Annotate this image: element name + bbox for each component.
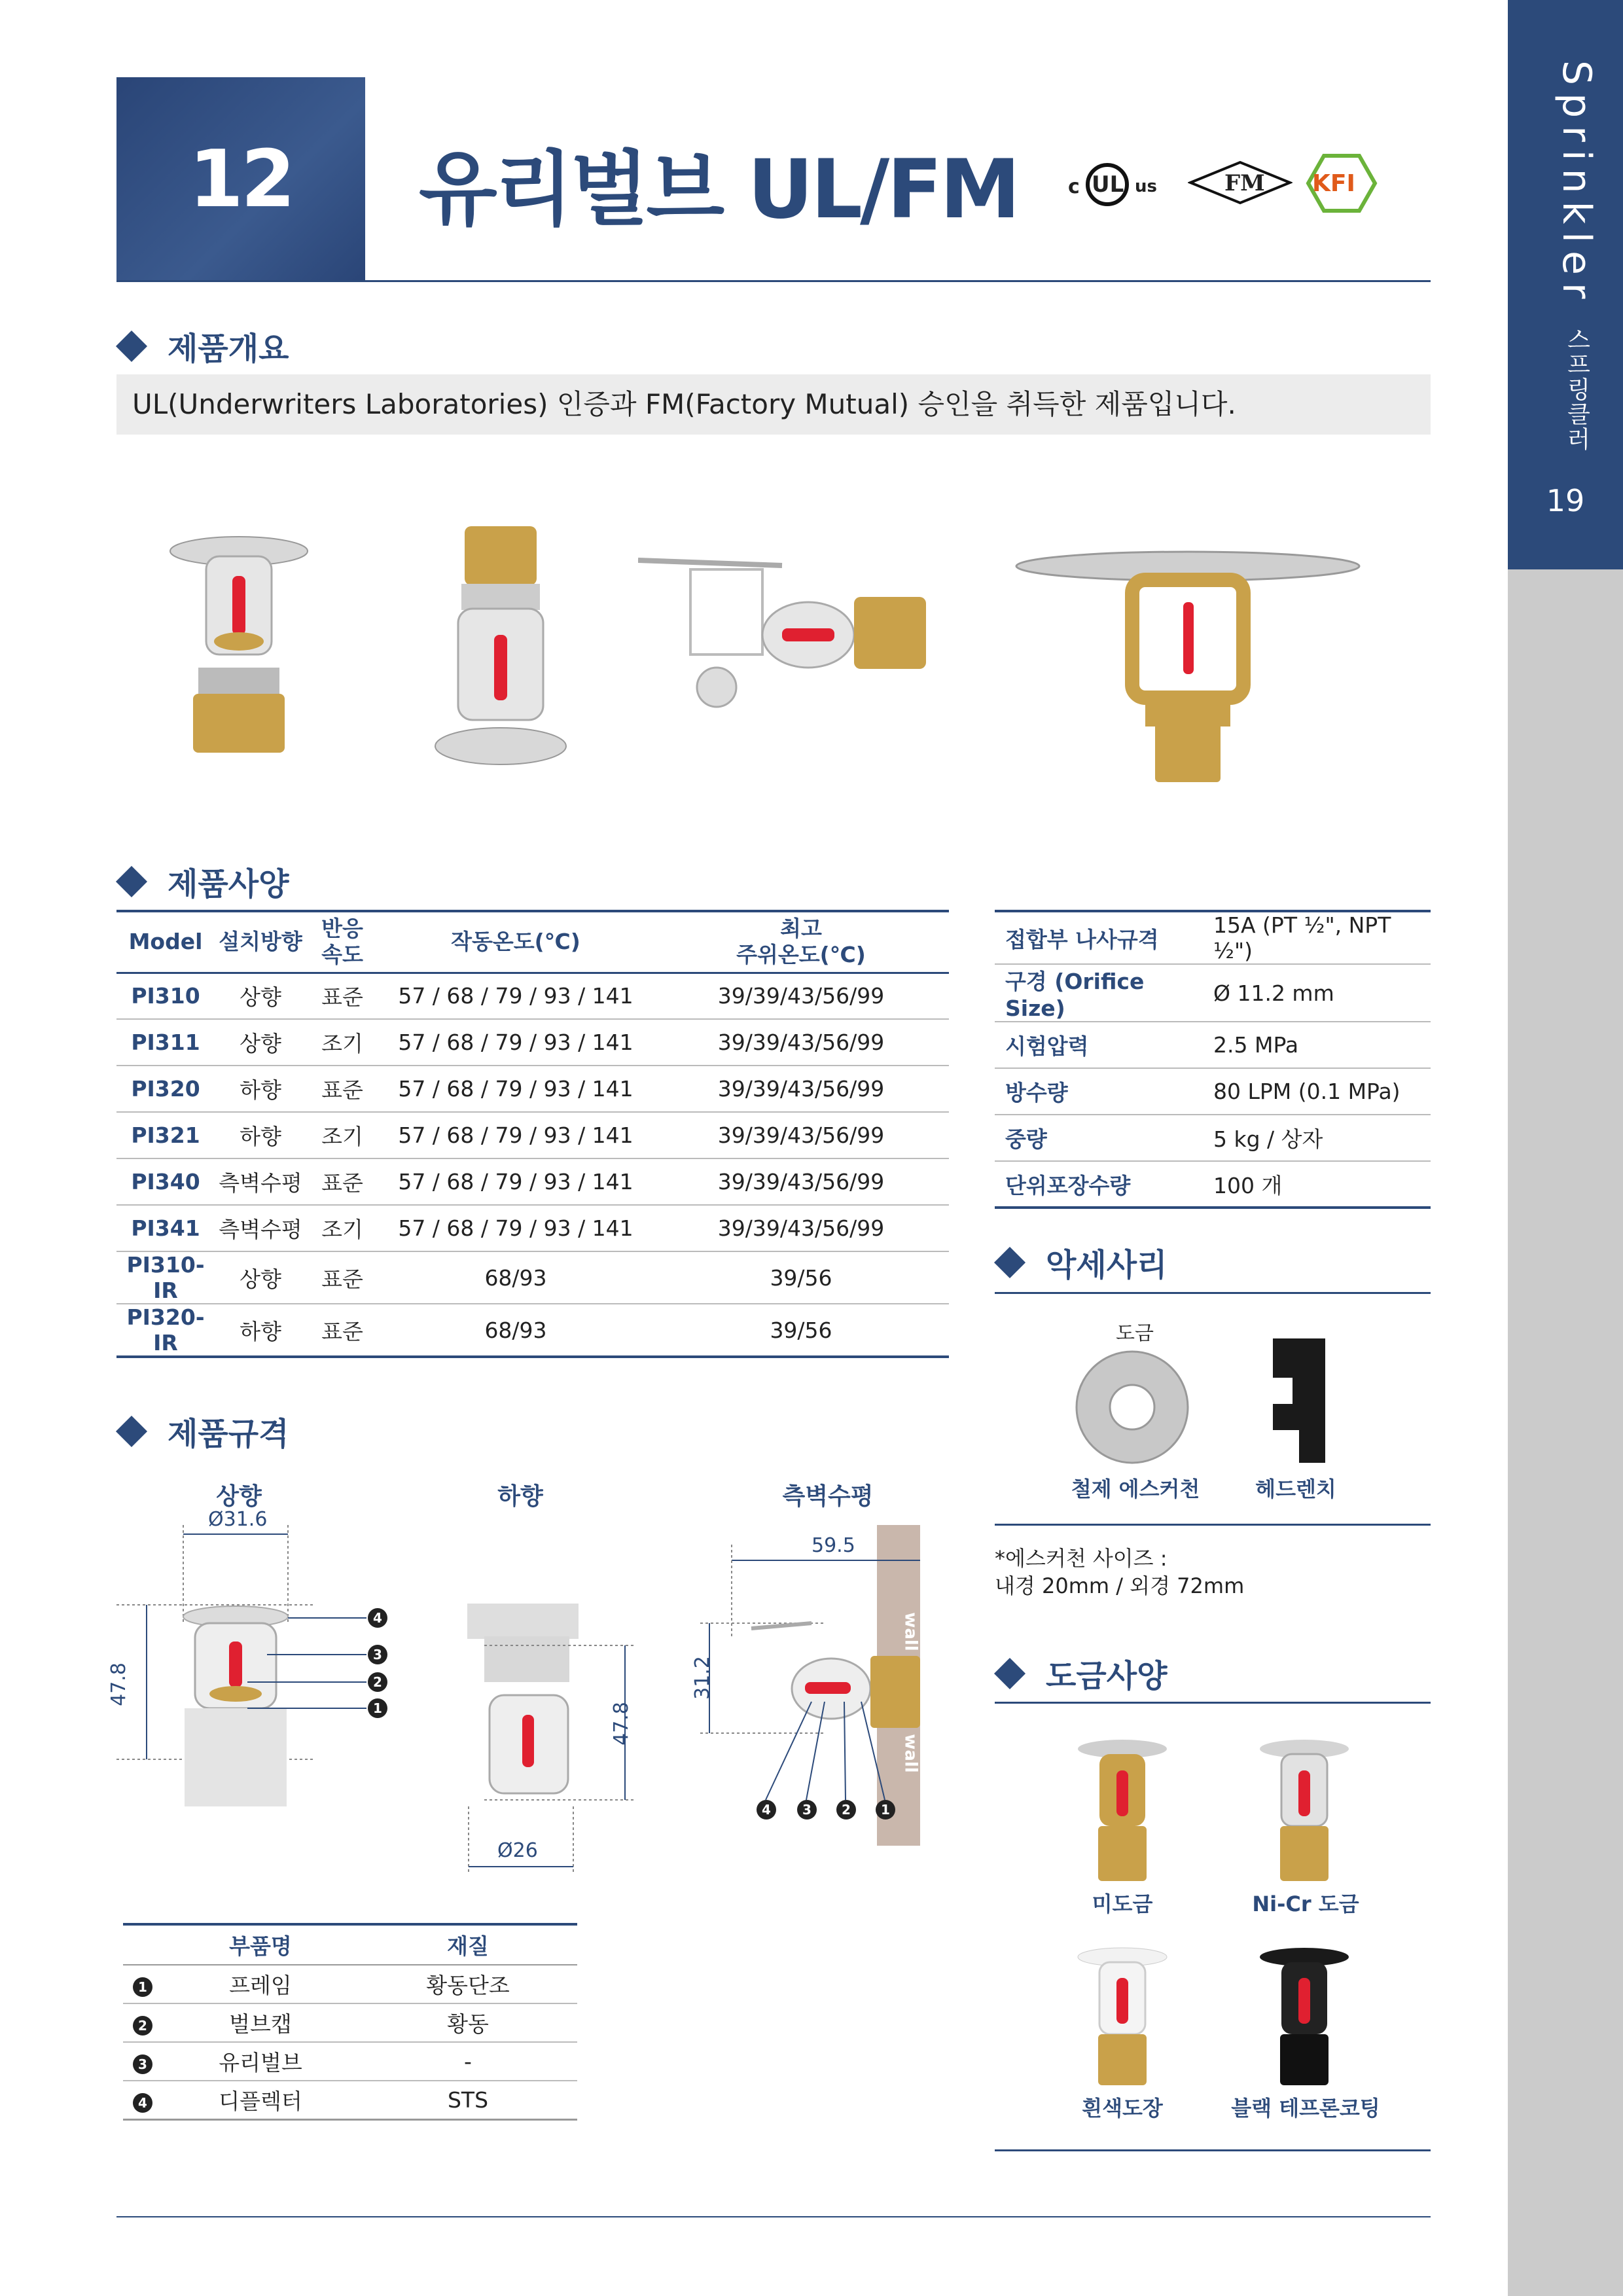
spec-cell: PI321: [116, 1112, 215, 1158]
spec-cell: PI311: [116, 1019, 215, 1066]
section-number-block: [116, 77, 365, 281]
spec-cell: 39/39/43/56/99: [653, 1066, 949, 1112]
callout-2: 2: [368, 1672, 387, 1692]
part-material: 황동: [359, 2003, 577, 2042]
spec-cell: 39/39/43/56/99: [653, 973, 949, 1019]
part-number-cell: [123, 2042, 162, 2081]
spec-cell: 39/56: [653, 1251, 949, 1304]
pendent-dimension-drawing: [458, 1597, 668, 1878]
head-wrench-image: [1260, 1332, 1338, 1469]
spec-cell: 표준: [306, 1158, 378, 1205]
product-photo-pendent: [429, 524, 573, 772]
spec-cell: 측벽수평: [215, 1158, 306, 1205]
part-name: 벌브캡: [162, 2003, 359, 2042]
property-key: 방수량: [995, 1068, 1203, 1115]
part-name: 디플렉터: [162, 2081, 359, 2119]
footer-rule: [116, 2216, 1431, 2217]
spec-cell: 상향: [215, 1251, 306, 1304]
part-number-badge: 1: [133, 1977, 152, 1997]
part-number-cell: [123, 2081, 162, 2119]
callout-4: 4: [368, 1608, 387, 1628]
plating-heading: 도금사양: [995, 1651, 1167, 1696]
property-key: 시험압력: [995, 1022, 1203, 1068]
col-material: 재질: [359, 1924, 577, 1965]
side-tab-label: Sprinkler 스프링클러: [1554, 60, 1599, 452]
plating-rule: [995, 1702, 1431, 1704]
accessories-bottom-rule: [995, 1524, 1431, 1526]
property-value: 5 kg / 상자: [1203, 1115, 1431, 1161]
upright-height: 47.8: [107, 1662, 130, 1706]
spec-cell: 표준: [306, 1066, 378, 1112]
spec-cell: PI310: [116, 973, 215, 1019]
head-wrench-label: 헤드렌치: [1255, 1477, 1336, 1501]
wall-label-lower: wall: [901, 1734, 921, 1773]
spec-cell: 조기: [306, 1019, 378, 1066]
spec-row: [116, 1112, 949, 1158]
spec-cell: 상향: [215, 1019, 306, 1066]
property-table: [995, 910, 1431, 1209]
spec-cell: PI310-IR: [116, 1251, 215, 1304]
col-response: 반응 속도: [306, 911, 378, 973]
property-value: 100 개: [1203, 1161, 1431, 1208]
spec-cell: 57 / 68 / 79 / 93 / 141: [378, 1066, 653, 1112]
diamond-bullet-icon: [116, 1415, 147, 1446]
property-row: [995, 1161, 1431, 1208]
spec-cell: 조기: [306, 1112, 378, 1158]
col-model: Model: [116, 911, 215, 973]
page-title: 유리벌브 UL/FM: [419, 143, 1018, 237]
accessories-heading: 악세사리: [995, 1240, 1167, 1285]
spec-row: [116, 1019, 949, 1066]
product-photo-flush: [1014, 537, 1361, 785]
spec-cell: 39/39/43/56/99: [653, 1112, 949, 1158]
callout-3: 3: [368, 1645, 387, 1664]
spec-row: [116, 1251, 949, 1304]
parts-table: [123, 1923, 577, 2121]
plating-label-white: 흰색도장: [1082, 2096, 1163, 2121]
property-value: 2.5 MPa: [1203, 1022, 1431, 1068]
sidewall-callout-4: 4: [757, 1800, 776, 1820]
parts-row: [123, 2003, 577, 2042]
property-row: [995, 1022, 1431, 1068]
dimensions-heading: 제품규격: [116, 1408, 289, 1454]
spec-cell: 측벽수평: [215, 1205, 306, 1251]
part-name: 유리벌브: [162, 2042, 359, 2081]
pendent-diameter: Ø26: [497, 1839, 538, 1862]
fm-logo: FM: [1188, 160, 1293, 206]
spec-cell: 39/39/43/56/99: [653, 1205, 949, 1251]
accessories-rule: [995, 1292, 1431, 1294]
col-num: [123, 1924, 162, 1965]
part-name: 프레임: [162, 1965, 359, 2003]
property-value: 15A (PT ½", NPT ½"): [1203, 911, 1431, 964]
part-number-cell: [123, 1965, 162, 2003]
plating-label-brass: 미도금: [1092, 1892, 1153, 1916]
escutcheon-note-1: *에스커천 사이즈 :: [995, 1546, 1168, 1571]
spec-cell: PI320-IR: [116, 1304, 215, 1357]
spec-row: [116, 1158, 949, 1205]
header-rule: [116, 280, 1431, 282]
upright-dimension-drawing: [107, 1508, 404, 1806]
sidewall-height: 31.2: [690, 1656, 714, 1700]
dim-label-sidewall: 측벽수평: [782, 1483, 874, 1510]
property-key: 접합부 나사규격: [995, 911, 1203, 964]
spec-cell: 표준: [306, 973, 378, 1019]
property-row: [995, 911, 1431, 964]
spec-cell: 표준: [306, 1304, 378, 1357]
parts-row: [123, 1965, 577, 2003]
sidewall-callout-1: 1: [876, 1800, 895, 1820]
spec-row: [116, 973, 949, 1019]
part-number-badge: 4: [133, 2093, 152, 2113]
part-number-badge: 2: [133, 2016, 152, 2036]
spec-cell: PI341: [116, 1205, 215, 1251]
section-number: 12: [188, 134, 293, 225]
overview-text: UL(Underwriters Laboratories) 인증과 FM(Factory Mutual) 승인을 취득한 제품입니다.: [116, 374, 1431, 435]
diamond-bullet-icon: [116, 865, 147, 897]
spec-cell: 하향: [215, 1066, 306, 1112]
col-part-name: 부품명: [162, 1924, 359, 1965]
plating-label-nicr: Ni-Cr 도금: [1252, 1892, 1359, 1916]
spec-cell: PI320: [116, 1066, 215, 1112]
plating-image-black: [1255, 1944, 1353, 2088]
product-photo-sidewall: [638, 550, 946, 720]
part-material: -: [359, 2042, 577, 2081]
property-value: Ø 11.2 mm: [1203, 964, 1431, 1022]
part-number-badge: 3: [133, 2054, 152, 2074]
spec-cell: 57 / 68 / 79 / 93 / 141: [378, 1019, 653, 1066]
page-number: 19: [1546, 483, 1585, 518]
spec-table: [116, 910, 949, 1358]
sidewall-width: 59.5: [812, 1534, 855, 1557]
escutcheon-image: [1073, 1348, 1191, 1466]
spec-row: [116, 1304, 949, 1357]
ul-logo: c UL us: [1067, 157, 1165, 209]
parts-row: [123, 2042, 577, 2081]
spec-row: [116, 1066, 949, 1112]
spec-cell: 68/93: [378, 1251, 653, 1304]
property-key: 단위포장수량: [995, 1161, 1203, 1208]
escutcheon-note-2: 내경 20mm / 외경 72mm: [995, 1573, 1245, 1598]
spec-cell: 39/56: [653, 1304, 949, 1357]
product-photo-upright: [160, 517, 317, 759]
spec-cell: 조기: [306, 1205, 378, 1251]
part-material: 황동단조: [359, 1965, 577, 2003]
plating-bottom-rule: [995, 2149, 1431, 2151]
spec-cell: 하향: [215, 1112, 306, 1158]
col-ambient: 최고 주위온도(℃): [653, 911, 949, 973]
spec-cell: 표준: [306, 1251, 378, 1304]
plating-image-brass: [1073, 1734, 1171, 1885]
property-key: 중량: [995, 1115, 1203, 1161]
property-key: 구경 (Orifice Size): [995, 964, 1203, 1022]
sidewall-callout-2: 2: [836, 1800, 856, 1820]
diamond-bullet-icon: [994, 1657, 1026, 1689]
property-row: [995, 1068, 1431, 1115]
plating-label-black: 블랙 테프론코팅: [1231, 2096, 1380, 2121]
col-temp: 작동온도(℃): [378, 911, 653, 973]
sidewall-dimension-drawing: [681, 1525, 949, 1846]
spec-cell: 하향: [215, 1304, 306, 1357]
dim-label-pendent: 하향: [497, 1483, 543, 1510]
diamond-bullet-icon: [116, 330, 147, 361]
spec-cell: 57 / 68 / 79 / 93 / 141: [378, 973, 653, 1019]
sidewall-callout-3: 3: [797, 1800, 817, 1820]
dim-label-upright: 상향: [216, 1483, 262, 1510]
spec-cell: 39/39/43/56/99: [653, 1019, 949, 1066]
property-row: [995, 1115, 1431, 1161]
side-margin: [1508, 569, 1623, 2296]
plating-image-white: [1073, 1944, 1171, 2088]
escutcheon-label: 철제 에스커천: [1071, 1477, 1200, 1501]
parts-row: [123, 2081, 577, 2119]
spec-cell: 57 / 68 / 79 / 93 / 141: [378, 1158, 653, 1205]
spec-cell: 68/93: [378, 1304, 653, 1357]
kfi-logo: KFI: [1306, 152, 1378, 215]
spec-cell: PI340: [116, 1158, 215, 1205]
spec-cell: 39/39/43/56/99: [653, 1158, 949, 1205]
part-number-cell: [123, 2003, 162, 2042]
spec-cell: 상향: [215, 973, 306, 1019]
spec-cell: 57 / 68 / 79 / 93 / 141: [378, 1112, 653, 1158]
spec-heading: 제품사양: [116, 859, 289, 904]
col-direction: 설치방향: [215, 911, 306, 973]
wall-label-upper: wall: [901, 1612, 921, 1651]
property-value: 80 LPM (0.1 MPa): [1203, 1068, 1431, 1115]
callout-1: 1: [368, 1698, 387, 1718]
overview-heading: 제품개요: [116, 323, 289, 368]
plating-image-nicr: [1255, 1734, 1353, 1885]
part-material: STS: [359, 2081, 577, 2119]
diamond-bullet-icon: [994, 1246, 1026, 1278]
pendent-height: 47.8: [609, 1702, 633, 1746]
property-row: [995, 964, 1431, 1022]
spec-row: [116, 1205, 949, 1251]
upright-diameter: Ø31.6: [208, 1508, 268, 1531]
spec-cell: 57 / 68 / 79 / 93 / 141: [378, 1205, 653, 1251]
plating-note: 도금: [1116, 1322, 1154, 1345]
